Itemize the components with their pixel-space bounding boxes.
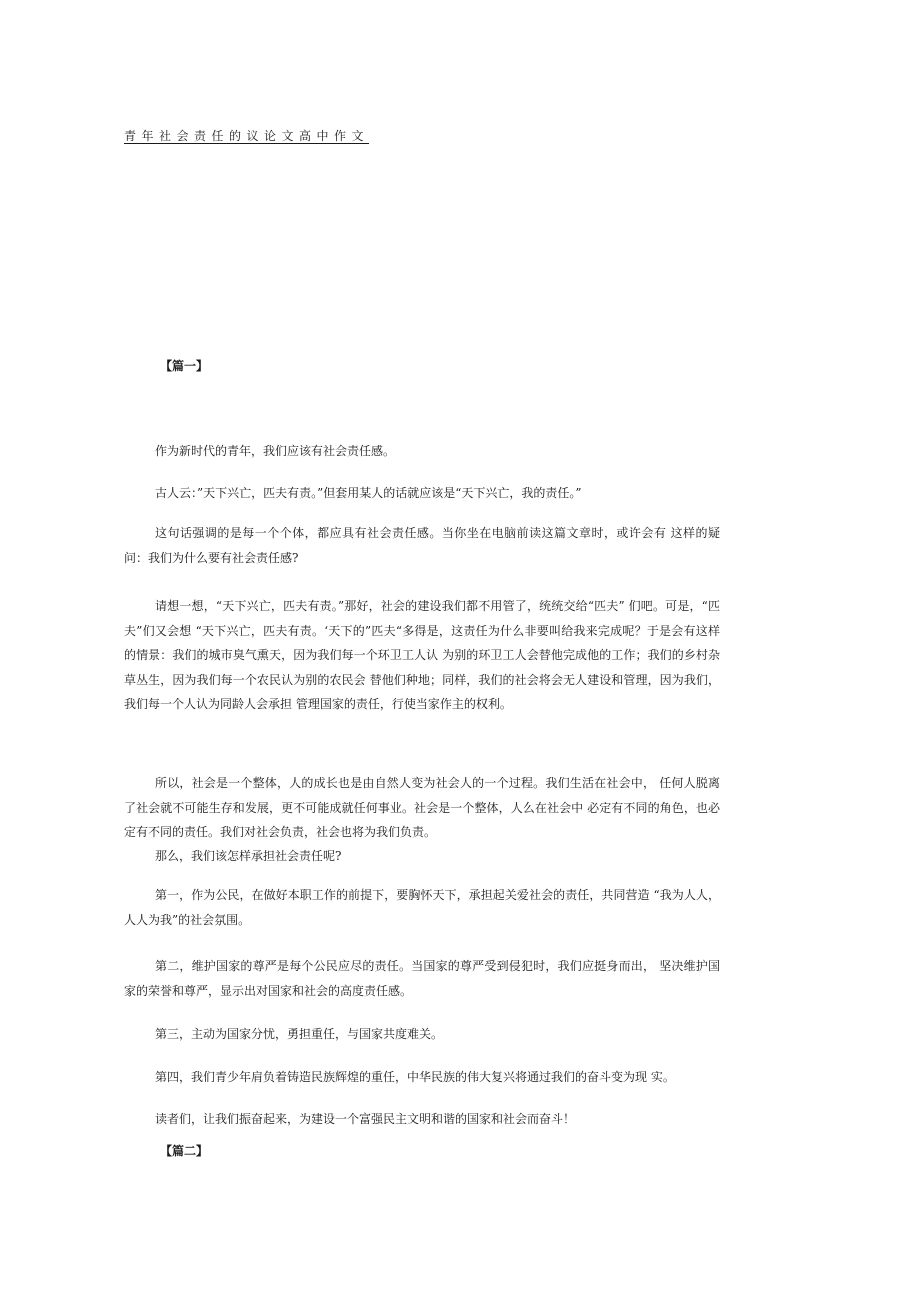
paragraph-1: 作为新时代的青年，我们应该有社会责任感。: [155, 444, 396, 458]
section-heading-2: 【篇二】: [160, 1144, 209, 1158]
paragraph-7: 第一，作为公民，在做好本职工作的前提下，要胸怀天下，承担起关爱社会的责任，共同营造 “我为人人，人人为我”的社会氛围。: [124, 888, 720, 927]
paragraph-9: 第三，主动为国家分忧，勇担重任，与国家共度难关。: [155, 1027, 444, 1041]
paragraph-11: 读者们，让我们振奋起来，为建设一个富强民主文明和谐的国家和社会而奋斗！: [155, 1112, 576, 1126]
paragraph-6: 那么，我们该怎样承担社会责任呢?: [155, 849, 342, 863]
paragraph-3: 这句话强调的是每一个个体，都应具有社会责任感。当你坐在电脑前读这篇文章时，或许会有 这样的疑问：我们为什么要有社会责任感?: [124, 526, 720, 565]
section-heading-1: 【篇一】: [160, 359, 209, 373]
document-title: 青年社会责任的议论文高中作文: [124, 129, 370, 143]
paragraph-4: 请想一想，“天下兴亡，匹夫有责。”那好，社会的建设我们都不用管了，统统交给“匹夫” 们吧。可是，“匹夫”们又会想 “天下兴亡，匹夫有责。‘天下的”匹夫“多得是，这责任为什么非要叫给我来完成呢？于是会有这样的情景：我们的城市臭气熏天，因为我们每一个环卫工人认 为别的环卫工人会替他完成他的工作；我们的乡村杂草丛生，因为我们每一个农民认为别的农民会 替他们种地；同样，我们的社会将会无人建设和管理，因为我们，我们每一个人认为同龄人会承担 管理国家的责任，行使当家作主的权利。: [124, 599, 720, 711]
paragraph-8: 第二，维护国家的尊严是每个公民应尽的责任。当国家的尊严受到侵犯时，我们应挺身而出， 坚决维护国家的荣誉和尊严，显示出对国家和社会的高度责任感。: [124, 959, 720, 998]
paragraph-10: 第四，我们青少年肩负着铸造民族辉煌的重任，中华民族的伟大复兴将通过我们的奋斗变为现 实。: [155, 1070, 675, 1084]
paragraph-2: 古人云：”天下兴亡，匹夫有责。”但套用某人的话就应该是“天下兴亡，我的责任。”: [155, 486, 582, 500]
paragraph-5: 所以，社会是一个整体，人的成长也是由自然人变为社会人的一个过程。我们生活在社会中， 任何人脱离了社会就不可能生存和发展，更不可能成就任何事业。社会是一个整体，人么在社会中 必定有不同的角色，也必定有不同的责任。我们对社会负责，社会也将为我们负责。: [124, 776, 720, 839]
